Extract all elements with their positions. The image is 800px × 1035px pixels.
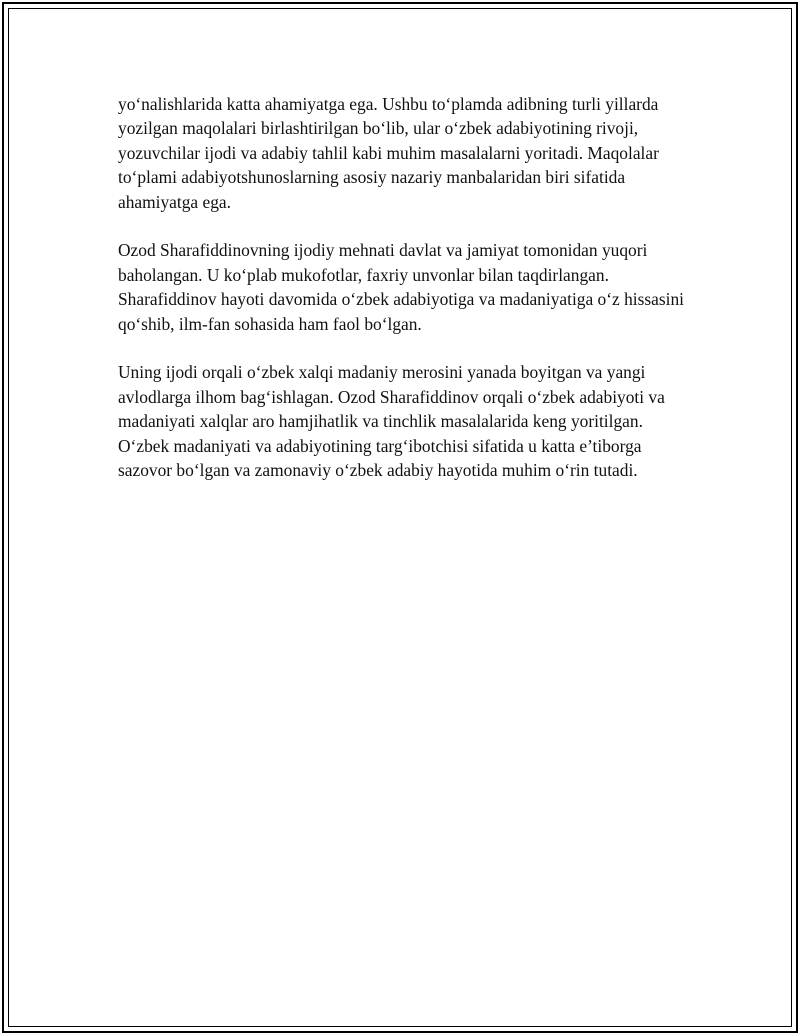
paragraph-3: Uning ijodi orqali o‘zbek xalqi madaniy merosini yanada boyitgan va yangi avlodlarga ilhom bag‘ishlagan. Ozod Sharafiddinov orqali o‘zbek adabiyoti va madaniyati xalqlar aro hamjihatlik va tinchlik masalalarida keng yoritilgan. O‘zbek madaniyati va adabiyotining targ‘ibotchisi sifatida u katta e’tiborga sazovor bo‘lgan va zamonaviy o‘zbek adabiy hayotida muhim o‘rin tutadi. xyxy=(118,362,665,481)
document-body xyxy=(118,92,698,507)
paragraph-2: Ozod Sharafiddinovning ijodiy mehnati davlat va jamiyat tomonidan yuqori baholangan. U ko‘plab mukofotlar, faxriy unvonlar bilan taqdirlangan. Sharafiddinov hayoti davomida o‘zbek adabiyotiga va madaniyatiga o‘z hissasini qo‘shib, ilm-fan sohasida ham faol bo‘lgan. xyxy=(118,240,685,334)
paragraph-1: yo‘nalishlarida katta ahamiyatga ega. Ushbu to‘plamda adibning turli yillarda yozilgan maqolalari birlashtirilgan bo‘lib, ular o‘zbek adabiyotining rivoji, yozuvchilar ijodi va adabiy tahlil kabi muhim masalalarni yoritadi. Maqolalar to‘plami adabiyotshunoslarning asosiy nazariy manbalaridan biri sifatida ahamiyatga ega. xyxy=(118,94,659,212)
